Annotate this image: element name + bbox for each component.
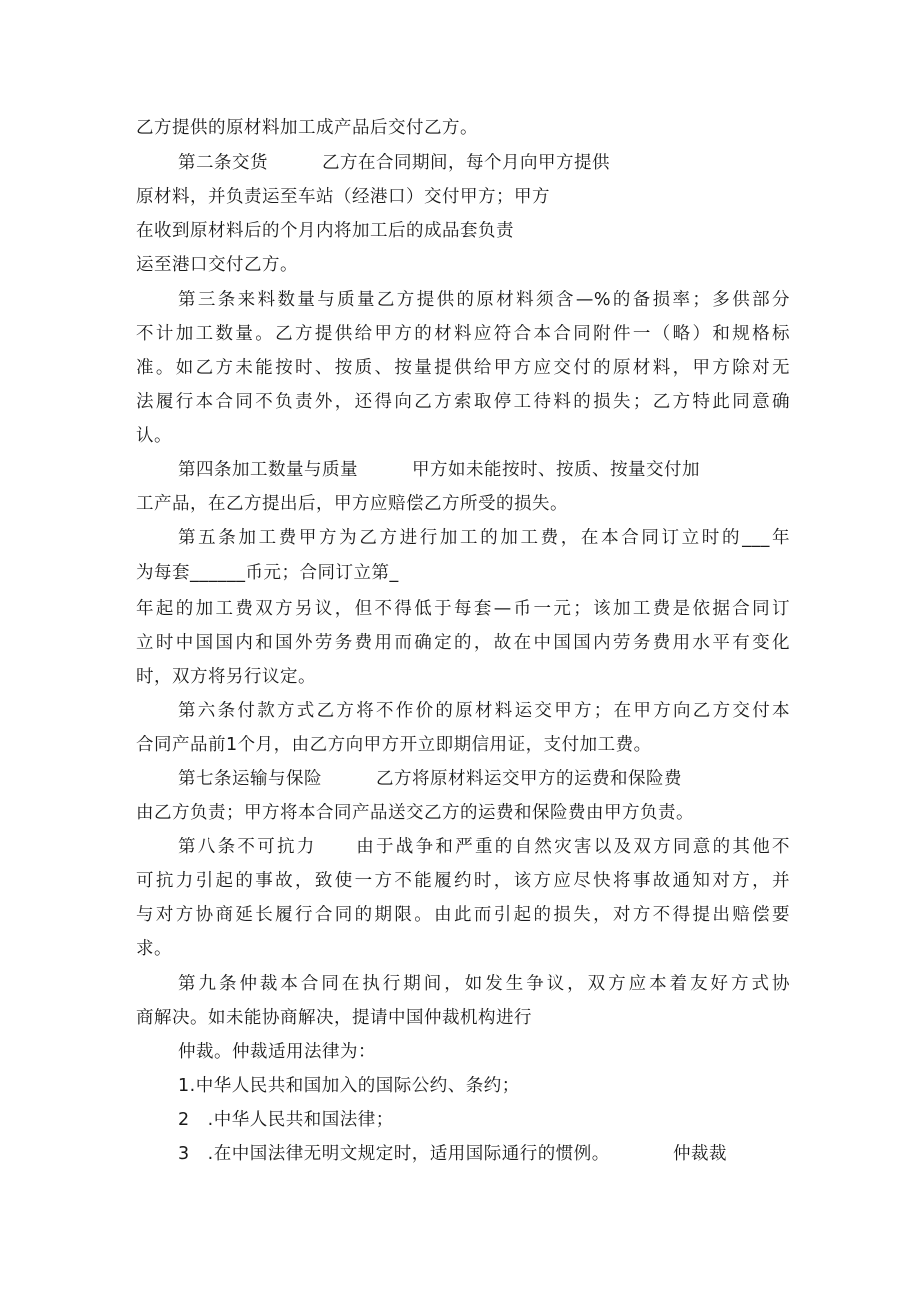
text-line: 年起的加工费双方另议，但不得低于每套—币一元；该加工费是依据合同订	[136, 599, 790, 619]
text-line: 在收到原材料后的个月内将加工后的成品套负责	[136, 221, 514, 241]
text-line: 与对方协商延长履行合同的期限。由此而引起的损失，对方不得提出赔偿要	[136, 905, 790, 925]
text-line: 合同产品前1个月，由乙方向甲方开立即期信用证，支付加工费。	[136, 735, 652, 755]
text-line: 第七条运输与保险 乙方将原材料运交甲方的运费和保险费	[178, 769, 682, 789]
text-line: 时，双方将另行议定。	[136, 667, 316, 687]
text-line: 商解决。如未能协商解决，提请中国仲裁机构进行	[136, 1008, 532, 1028]
text-line: 仲裁。仲裁适用法律为：	[178, 1042, 376, 1062]
text-line: 求。	[136, 939, 172, 959]
text-line: 为每套______币元；合同订立第_	[136, 563, 399, 583]
text-line: 乙方提供的原材料加工成产品后交付乙方。	[136, 118, 478, 138]
text-line: 第六条付款方式乙方将不作价的原材料运交甲方；在甲方向乙方交付本	[178, 701, 790, 721]
text-line: 原材料，并负责运至车站（经港口）交付甲方；甲方	[136, 187, 550, 207]
text-line: 第八条不可抗力 由于战争和严重的自然灾害以及双方同意的其他不	[178, 837, 790, 857]
text-line: 不计加工数量。乙方提供给甲方的材料应符合本合同附件一（略）和规格标	[136, 324, 790, 344]
list-item: 1.中华人民共和国加入的国际公约、条约；	[178, 1076, 520, 1096]
text-line: 认。	[136, 426, 172, 446]
text-line: 第二条交货 乙方在合同期间，每个月向甲方提供	[178, 153, 610, 173]
text-line: 第三条来料数量与质量乙方提供的原材料须含—%的备损率；多供部分	[178, 290, 790, 310]
text-line: 由乙方负责；甲方将本合同产品送交乙方的运费和保险费由甲方负责。	[136, 803, 694, 823]
list-item: 2 .中华人民共和国法律；	[178, 1110, 394, 1130]
text-line: 工产品，在乙方提出后，甲方应赔偿乙方所受的损失。	[136, 494, 568, 514]
text-line: 立时中国国内和国外劳务费用而确定的，故在中国国内劳务费用水平有变化	[136, 633, 790, 653]
text-line: 准。如乙方未能按时、按质、按量提供给甲方应交付的原材料，甲方除对无	[136, 358, 790, 378]
text-line: 第五条加工费甲方为乙方进行加工的加工费，在本合同订立时的___年	[178, 528, 790, 548]
text-line: 法履行本合同不负责外，还得向乙方索取停工待料的损失；乙方特此同意确	[136, 392, 790, 412]
text-line: 可抗力引起的事故，致使一方不能履约时，该方应尽快将事故通知对方，并	[136, 871, 790, 891]
text-line: 第九条仲裁本合同在执行期间，如发生争议，双方应本着友好方式协	[178, 974, 790, 994]
text-line: 第四条加工数量与质量 甲方如未能按时、按质、按量交付加	[178, 460, 700, 480]
list-item: 3 .在中国法律无明文规定时，适用国际通行的惯例。 仲裁裁	[178, 1144, 727, 1164]
text-line: 运至港口交付乙方。	[136, 255, 298, 275]
